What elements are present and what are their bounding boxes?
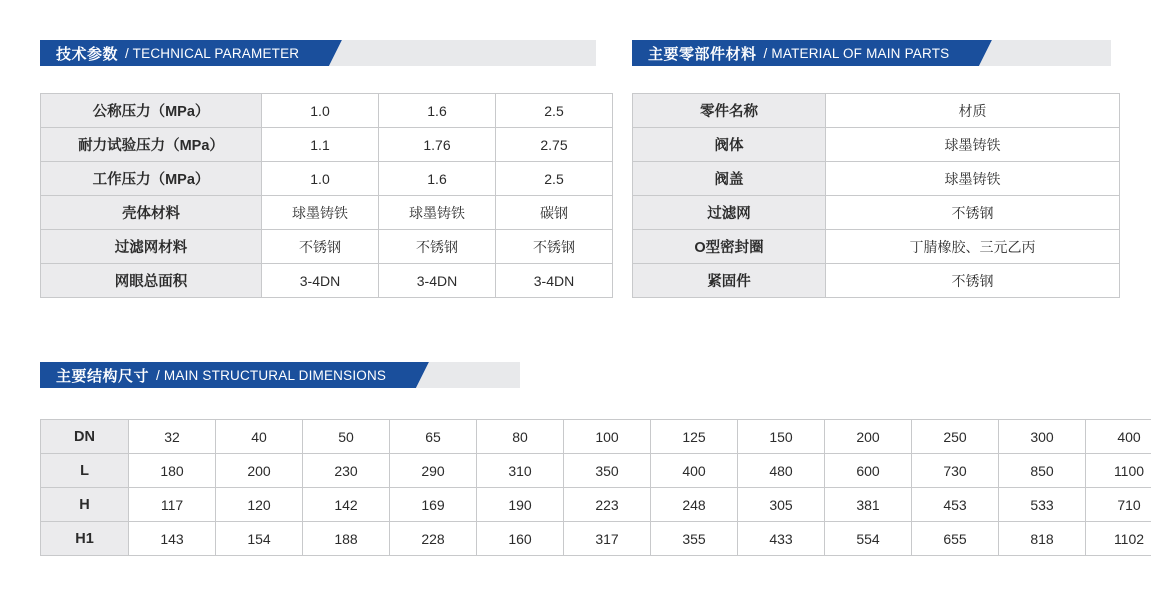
section-header-dimensions-title-cn: 主要结构尺寸 bbox=[56, 367, 150, 385]
cell-value: 730 bbox=[912, 454, 999, 488]
table-row bbox=[633, 128, 1120, 162]
row-label: 阀盖 bbox=[633, 162, 826, 196]
section-header-material bbox=[632, 40, 1111, 66]
table-row bbox=[633, 94, 1120, 128]
row-label: 过滤网 bbox=[633, 196, 826, 230]
table-row bbox=[41, 420, 1151, 454]
section-header-dimensions-tail bbox=[429, 362, 520, 388]
row-label: 耐力试验压力（MPa） bbox=[41, 128, 262, 162]
table-row bbox=[633, 196, 1120, 230]
cell-value: 400 bbox=[651, 454, 738, 488]
cell-value: 355 bbox=[651, 522, 738, 556]
cell-value: 433 bbox=[738, 522, 825, 556]
row-label: 零件名称 bbox=[633, 94, 826, 128]
cell-value: 188 bbox=[303, 522, 390, 556]
cell-value: 200 bbox=[825, 420, 912, 454]
cell-value: 3-4DN bbox=[496, 264, 613, 298]
cell-value: 1.6 bbox=[379, 94, 496, 128]
cell-value: 250 bbox=[912, 420, 999, 454]
cell-value: 1102 bbox=[1086, 522, 1151, 556]
technical-parameter-table bbox=[40, 93, 613, 298]
main-structural-dimensions-table bbox=[40, 419, 1151, 556]
row-label: 壳体材料 bbox=[41, 196, 262, 230]
row-label: 网眼总面积 bbox=[41, 264, 262, 298]
cell-value: 1.76 bbox=[379, 128, 496, 162]
cell-value: 228 bbox=[390, 522, 477, 556]
section-header-technical bbox=[40, 40, 596, 66]
table-row bbox=[41, 94, 613, 128]
cell-value: 3-4DN bbox=[379, 264, 496, 298]
section-header-dimensions bbox=[40, 362, 520, 388]
cell-value: 不锈钢 bbox=[379, 230, 496, 264]
row-label: 阀体 bbox=[633, 128, 826, 162]
cell-value: 150 bbox=[738, 420, 825, 454]
cell-value: 305 bbox=[738, 488, 825, 522]
cell-value: 600 bbox=[825, 454, 912, 488]
cell-value: 533 bbox=[999, 488, 1086, 522]
cell-value: 65 bbox=[390, 420, 477, 454]
cell-value: 3-4DN bbox=[262, 264, 379, 298]
cell-value: 40 bbox=[216, 420, 303, 454]
cell-value: 丁腈橡胶、三元乙丙 bbox=[826, 230, 1120, 264]
table-row bbox=[633, 264, 1120, 298]
cell-value: 554 bbox=[825, 522, 912, 556]
section-header-technical-title-cn: 技术参数 bbox=[56, 45, 119, 63]
cell-value: 190 bbox=[477, 488, 564, 522]
cell-value: 180 bbox=[129, 454, 216, 488]
cell-value: 223 bbox=[564, 488, 651, 522]
table-row bbox=[41, 230, 613, 264]
row-label: H bbox=[41, 488, 129, 522]
cell-value: 300 bbox=[999, 420, 1086, 454]
cell-value: 248 bbox=[651, 488, 738, 522]
cell-value: 142 bbox=[303, 488, 390, 522]
cell-value: 200 bbox=[216, 454, 303, 488]
section-header-dimensions-bar bbox=[40, 362, 416, 388]
cell-value: 818 bbox=[999, 522, 1086, 556]
cell-value: 不锈钢 bbox=[262, 230, 379, 264]
cell-value: 169 bbox=[390, 488, 477, 522]
cell-value: 480 bbox=[738, 454, 825, 488]
row-label: 紧固件 bbox=[633, 264, 826, 298]
cell-value: 2.5 bbox=[496, 162, 613, 196]
cell-value: 2.5 bbox=[496, 94, 613, 128]
section-header-technical-tail bbox=[342, 40, 596, 66]
cell-value: 143 bbox=[129, 522, 216, 556]
row-label: 工作压力（MPa） bbox=[41, 162, 262, 196]
cell-value: 230 bbox=[303, 454, 390, 488]
table-row bbox=[41, 264, 613, 298]
cell-value: 310 bbox=[477, 454, 564, 488]
cell-value: 381 bbox=[825, 488, 912, 522]
cell-value: 球墨铸铁 bbox=[379, 196, 496, 230]
table-row bbox=[633, 230, 1120, 264]
table-row bbox=[41, 162, 613, 196]
cell-value: 160 bbox=[477, 522, 564, 556]
cell-value: 1.1 bbox=[262, 128, 379, 162]
cell-value: 1100 bbox=[1086, 454, 1151, 488]
section-header-dimensions-title-en: / MAIN STRUCTURAL DIMENSIONS bbox=[156, 367, 387, 383]
cell-value: 400 bbox=[1086, 420, 1151, 454]
cell-value: 100 bbox=[564, 420, 651, 454]
cell-value: 碳钢 bbox=[496, 196, 613, 230]
row-label: L bbox=[41, 454, 129, 488]
row-label: H1 bbox=[41, 522, 129, 556]
row-label: O型密封圈 bbox=[633, 230, 826, 264]
cell-value: 不锈钢 bbox=[826, 264, 1120, 298]
cell-value: 2.75 bbox=[496, 128, 613, 162]
table-row bbox=[41, 454, 1151, 488]
cell-value: 317 bbox=[564, 522, 651, 556]
cell-value: 120 bbox=[216, 488, 303, 522]
row-label: 过滤网材料 bbox=[41, 230, 262, 264]
section-header-material-title-cn: 主要零部件材料 bbox=[648, 45, 757, 63]
cell-value: 80 bbox=[477, 420, 564, 454]
cell-value: 350 bbox=[564, 454, 651, 488]
cell-value: 球墨铸铁 bbox=[826, 128, 1120, 162]
section-header-material-title-en: / MATERIAL OF MAIN PARTS bbox=[763, 45, 950, 61]
section-header-technical-title-en: / TECHNICAL PARAMETER bbox=[125, 45, 300, 61]
cell-value: 不锈钢 bbox=[826, 196, 1120, 230]
cell-value: 1.0 bbox=[262, 162, 379, 196]
cell-value: 710 bbox=[1086, 488, 1151, 522]
table-row bbox=[41, 196, 613, 230]
row-label: DN bbox=[41, 420, 129, 454]
cell-value: 材质 bbox=[826, 94, 1120, 128]
material-of-main-parts-table bbox=[632, 93, 1120, 298]
table-row bbox=[41, 522, 1151, 556]
cell-value: 1.0 bbox=[262, 94, 379, 128]
cell-value: 125 bbox=[651, 420, 738, 454]
cell-value: 不锈钢 bbox=[496, 230, 613, 264]
cell-value: 453 bbox=[912, 488, 999, 522]
section-header-material-tail bbox=[992, 40, 1111, 66]
cell-value: 655 bbox=[912, 522, 999, 556]
cell-value: 154 bbox=[216, 522, 303, 556]
table-row bbox=[41, 488, 1151, 522]
cell-value: 32 bbox=[129, 420, 216, 454]
section-header-material-bar bbox=[632, 40, 979, 66]
row-label: 公称压力（MPa） bbox=[41, 94, 262, 128]
table-row bbox=[633, 162, 1120, 196]
section-header-technical-bar bbox=[40, 40, 329, 66]
cell-value: 290 bbox=[390, 454, 477, 488]
table-row bbox=[41, 128, 613, 162]
cell-value: 球墨铸铁 bbox=[262, 196, 379, 230]
cell-value: 850 bbox=[999, 454, 1086, 488]
cell-value: 球墨铸铁 bbox=[826, 162, 1120, 196]
cell-value: 117 bbox=[129, 488, 216, 522]
cell-value: 50 bbox=[303, 420, 390, 454]
cell-value: 1.6 bbox=[379, 162, 496, 196]
